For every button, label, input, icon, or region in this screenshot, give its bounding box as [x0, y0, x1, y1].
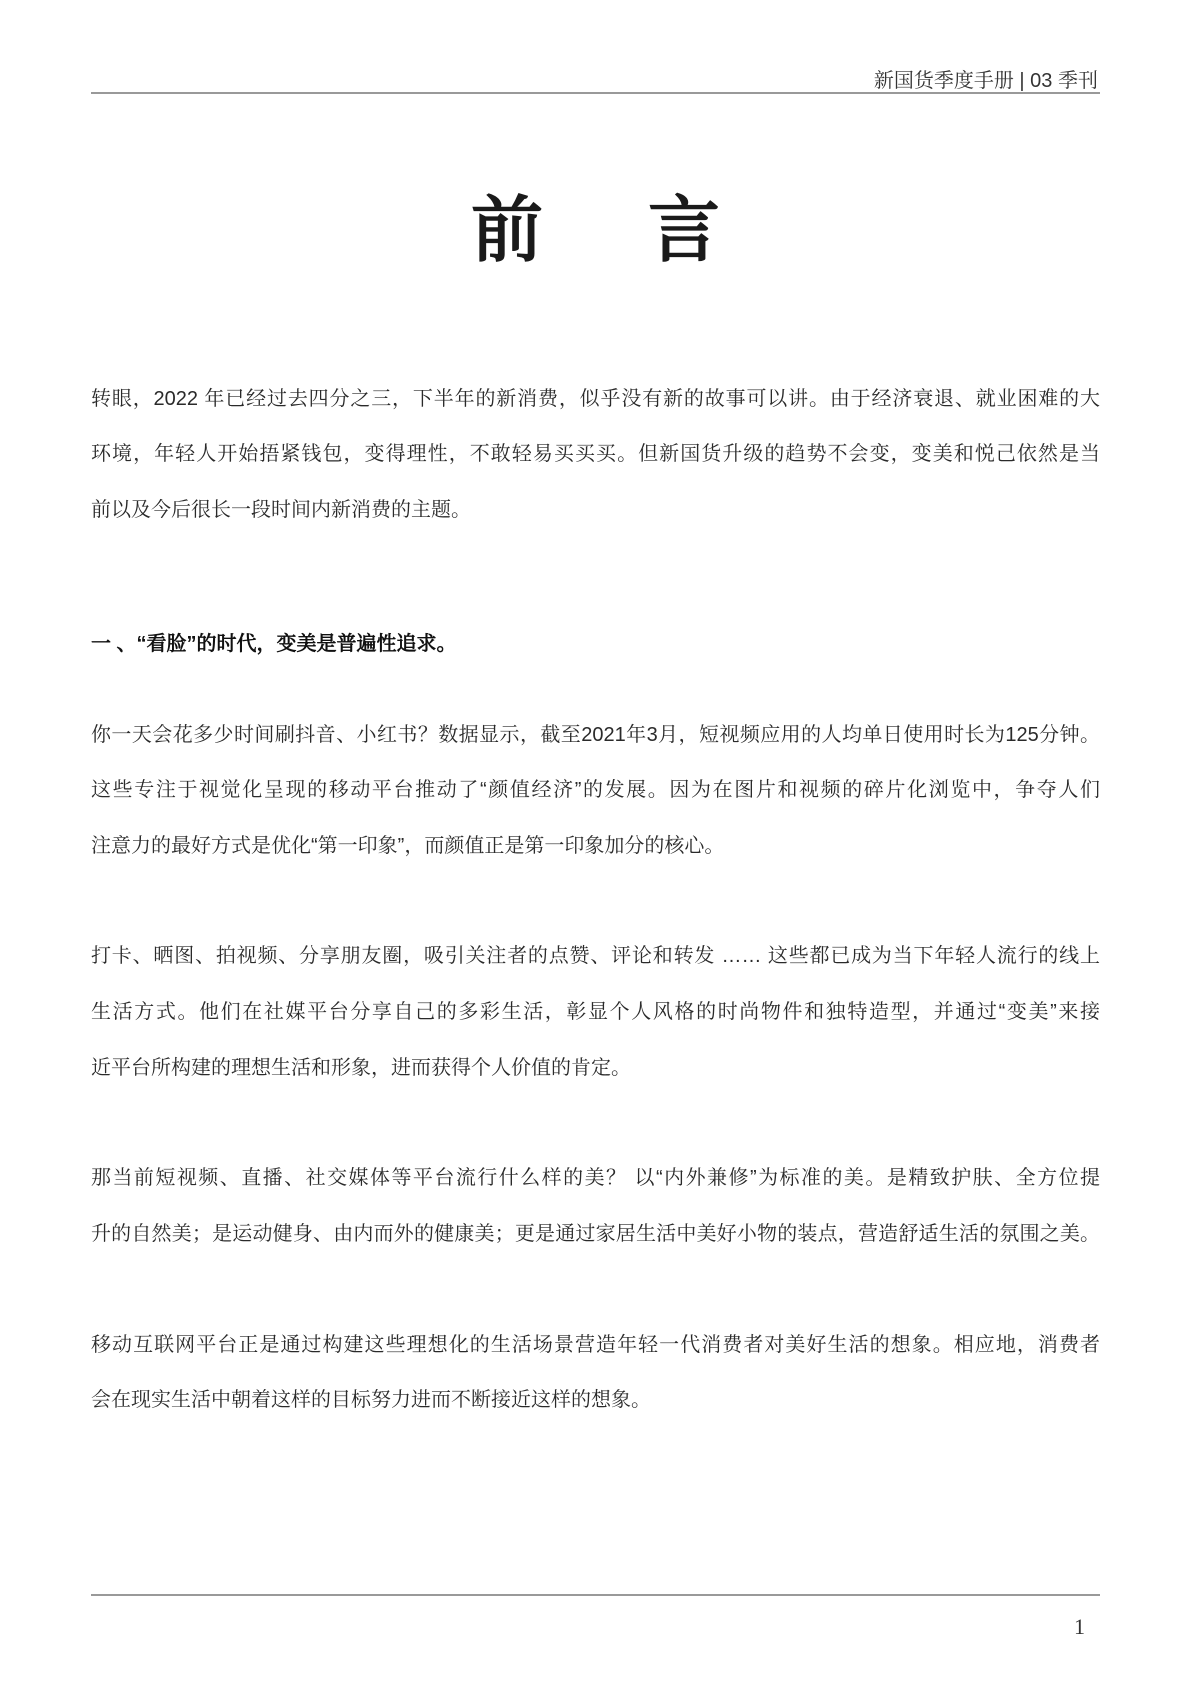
page-title: 前 言 — [470, 187, 761, 272]
paragraph-line: 这些专注于视觉化呈现的移动平台推动了“颜值经济”的发展。因为在图片和视频的碎片化浏览中，争夺人们 — [91, 779, 1100, 801]
paragraph-line: 移动互联网平台正是通过构建这些理想化的生活场景营造年轻一代消费者对美好生活的想象。相应地，消费者 — [91, 1334, 1100, 1356]
paragraph-line: 你一天会花多少时间刷抖音、小红书？数据显示，截至2021年3月，短视频应用的人均单日使用时长为125分钟。 — [91, 724, 1100, 746]
intro-line: 环境，年轻人开始捂紧钱包，变得理性，不敢轻易买买买。但新国货升级的趋势不会变，变美和悦己依然是当 — [91, 443, 1100, 465]
intro-line: 转眼，2022 年已经过去四分之三，下半年的新消费，似乎没有新的故事可以讲。由于经济衰退、就业困难的大 — [91, 388, 1100, 410]
paragraph-line: 注意力的最好方式是优化“第一印象”，而颜值正是第一印象加分的核心。 — [91, 835, 725, 857]
paragraph-line: 那当前短视频、直播、社交媒体等平台流行什么样的美？ 以“内外兼修”为标准的美。是精致护肤、全方位提 — [91, 1167, 1100, 1189]
header-rule — [91, 92, 1100, 94]
footer-rule — [91, 1594, 1100, 1596]
paragraph-line: 会在现实生活中朝着这样的目标努力进而不断接近这样的想象。 — [91, 1389, 651, 1411]
paragraph-line: 生活方式。他们在社媒平台分享自己的多彩生活，彰显个人风格的时尚物件和独特造型，并通过“变美”来接 — [91, 1001, 1100, 1023]
paragraph-line: 升的自然美；是运动健身、由内而外的健康美；更是通过家居生活中美好小物的装点，营造舒适生活的氛围之美。 — [91, 1223, 1100, 1245]
paragraph-line: 打卡、晒图、拍视频、分享朋友圈，吸引关注者的点赞、评论和转发 …… 这些都已成为当下年轻人流行的线上 — [91, 945, 1100, 967]
page-number: 1 — [1074, 1614, 1085, 1639]
running-header: 新国货季度手册 | 03 季刊 — [873, 70, 1098, 92]
intro-line: 前以及今后很长一段时间内新消费的主题。 — [91, 499, 471, 521]
paragraph-line: 近平台所构建的理想生活和形象，进而获得个人价值的肯定。 — [91, 1057, 631, 1079]
section-heading: 一 、“看脸”的时代，变美是普遍性追求。 — [91, 633, 457, 655]
